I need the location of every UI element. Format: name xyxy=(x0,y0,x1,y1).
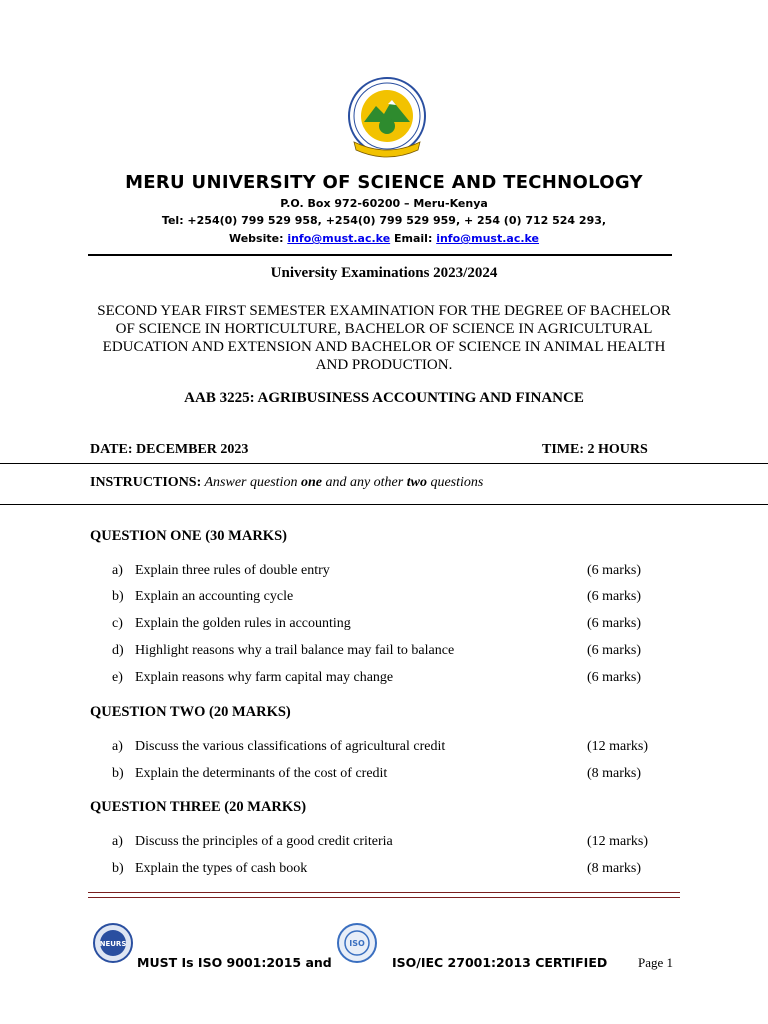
item-letter: e) xyxy=(112,670,123,685)
item-text: Discuss the principles of a good credit criteria xyxy=(135,834,393,849)
iso-9001-text: MUST Is ISO 9001:2015 and xyxy=(137,955,332,970)
item-letter: a) xyxy=(112,739,123,754)
item-text: Explain the types of cash book xyxy=(135,861,308,876)
iso-logo-text: ISO xyxy=(349,939,365,948)
item-text: Discuss the various classifications of agricultural credit xyxy=(135,739,446,754)
instructions-label: INSTRUCTIONS: xyxy=(90,475,202,490)
contact-links xyxy=(0,232,768,245)
question-item xyxy=(112,834,393,850)
item-text: Explain the determinants of the cost of credit xyxy=(135,766,388,781)
item-marks: (12 marks) xyxy=(587,739,649,754)
item-text: Highlight reasons why a trail balance may fail to balance xyxy=(135,643,455,658)
po-box: P.O. Box 972-60200 – Meru-Kenya xyxy=(280,197,488,210)
question-three-title: QUESTION THREE (20 MARKS) xyxy=(90,799,307,815)
item-marks: (6 marks) xyxy=(587,563,642,578)
item-text: Explain an accounting cycle xyxy=(135,589,294,604)
course-title: AAB 3225: AGRIBUSINESS ACCOUNTING AND FINANCE xyxy=(184,390,584,406)
item-text: Explain the golden rules in accounting xyxy=(135,616,351,631)
item-letter: d) xyxy=(112,643,124,658)
footer-rule-thin xyxy=(88,897,680,898)
university-name: MERU UNIVERSITY OF SCIENCE AND TECHNOLOGY xyxy=(125,172,643,193)
item-text: Explain three rules of double entry xyxy=(135,563,330,578)
exam-time: TIME: 2 HOURS xyxy=(542,442,648,457)
telephone: Tel: +254(0) 799 529 958, +254(0) 799 529 959, + 254 (0) 712 524 293, xyxy=(161,214,607,227)
question-item xyxy=(112,739,445,755)
iso-logo xyxy=(336,922,378,964)
question-item xyxy=(112,643,454,659)
item-text: Explain reasons why farm capital may change xyxy=(135,670,394,685)
instructions-text-3: questions xyxy=(426,475,484,490)
exam-date: DATE: DECEMBER 2023 xyxy=(90,442,249,457)
question-item xyxy=(112,861,307,877)
exam-session: University Examinations 2023/2024 xyxy=(270,265,498,281)
date-rule xyxy=(0,463,768,464)
item-letter: a) xyxy=(112,563,123,578)
question-item xyxy=(112,616,351,632)
neurs-logo xyxy=(92,922,134,964)
question-item xyxy=(112,766,387,782)
item-marks: (12 marks) xyxy=(587,834,649,849)
instructions xyxy=(90,475,483,491)
website-label: Website: xyxy=(228,232,284,245)
item-letter: c) xyxy=(112,616,123,631)
item-letter: b) xyxy=(112,861,124,876)
item-letter: b) xyxy=(112,766,124,781)
item-marks: (6 marks) xyxy=(587,589,642,604)
item-marks: (6 marks) xyxy=(587,643,642,658)
iso-27001-text: ISO/IEC 27001:2013 CERTIFIED xyxy=(392,955,608,970)
page-number: Page 1 xyxy=(638,955,674,970)
instructions-one: one xyxy=(300,475,322,490)
question-item xyxy=(112,589,293,605)
item-letter: b) xyxy=(112,589,124,604)
email-link[interactable]: info@must.ac.ke xyxy=(436,232,540,245)
header-rule xyxy=(88,254,672,256)
instructions-text-1: Answer question xyxy=(201,475,301,490)
item-marks: (6 marks) xyxy=(587,616,642,631)
program-title: SECOND YEAR FIRST SEMESTER EXAMINATION FOR THE DEGREE OF BACHELOR OF SCIENCE IN HORTICULTURE, BACHELOR OF SCIENCE IN AGRICULTURAL EDUCATION AND EXTENSION AND BACHELOR OF SCIENCE IN ANIMAL HEALTH AND PRODUCTION. xyxy=(97,303,671,373)
question-two-title: QUESTION TWO (20 MARKS) xyxy=(90,704,291,720)
item-letter: a) xyxy=(112,834,123,849)
instructions-two: two xyxy=(406,475,427,490)
question-item xyxy=(112,563,330,579)
question-item xyxy=(112,670,393,686)
instructions-rule xyxy=(0,504,768,505)
item-marks: (6 marks) xyxy=(587,670,642,685)
website-link[interactable]: info@must.ac.ke xyxy=(287,232,391,245)
item-marks: (8 marks) xyxy=(587,861,642,876)
email-label: Email: xyxy=(394,232,433,245)
university-logo xyxy=(342,72,432,162)
question-one-title: QUESTION ONE (30 MARKS) xyxy=(90,528,287,544)
item-marks: (8 marks) xyxy=(587,766,642,781)
neurs-logo-text: NEURS xyxy=(99,940,127,948)
footer-rule xyxy=(88,892,680,893)
instructions-text-2: and any other xyxy=(321,475,407,490)
